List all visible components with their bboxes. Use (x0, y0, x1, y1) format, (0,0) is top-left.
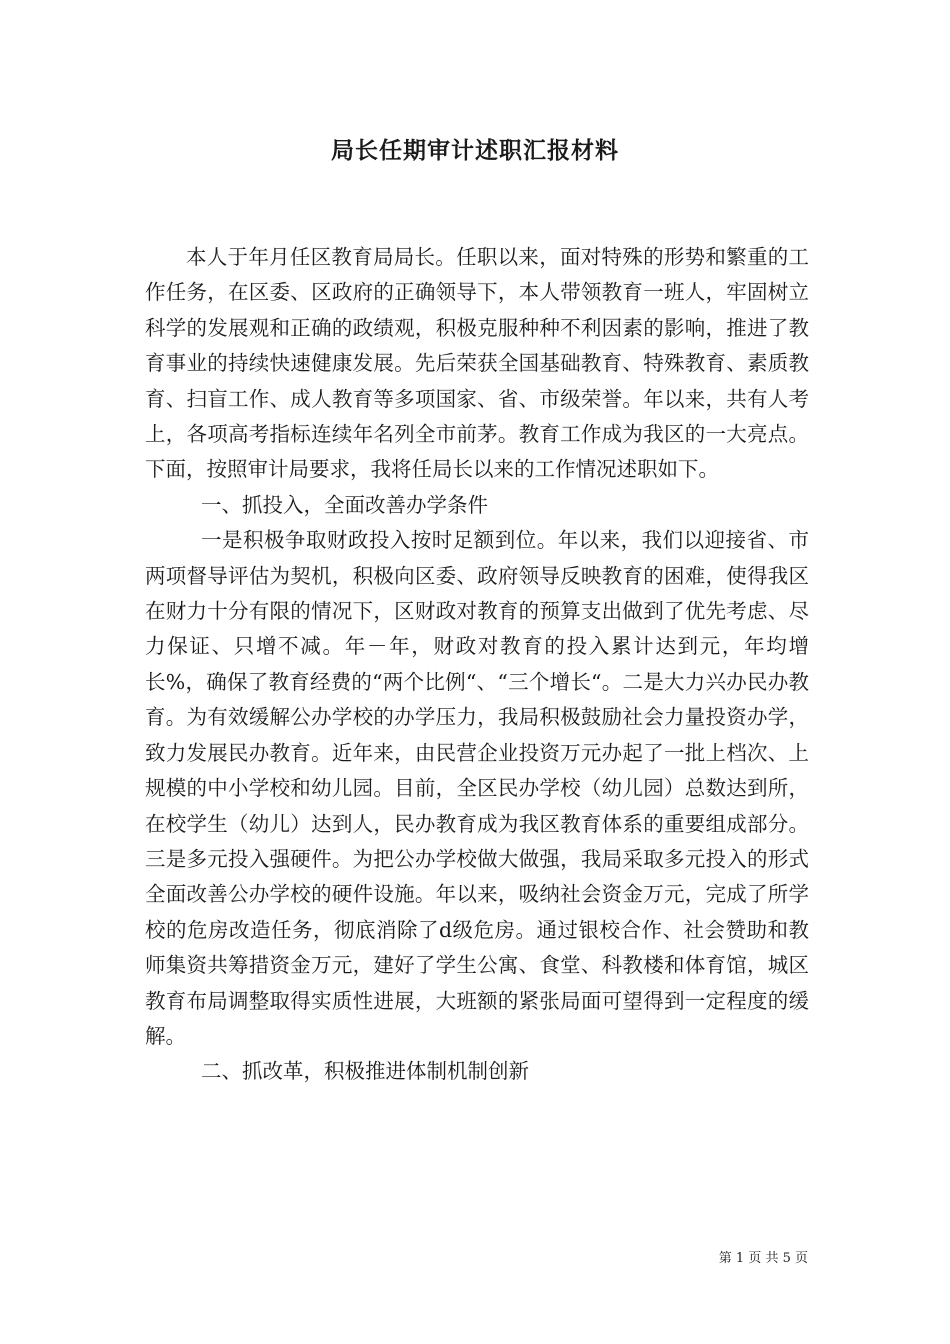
document-title: 局长任期审计述职汇报材料 (331, 137, 619, 164)
document-body (145, 240, 809, 1090)
paragraph-intro: 本人于年月任区教育局局长。任职以来，面对特殊的形势和繁重的工作任务，在区委、区政府的正确领导下，本人带领教育一班人，牢固树立科学的发展观和正确的政绩观，积极克服种种不利因素的影响，推进了教育事业的持续快速健康发展。先后荣获全国基础教育、特殊教育、素质教育、扫盲工作、成人教育等多项国家、省、市级荣誉。年以来，共有人考上，各项高考指标连续年名列全市前茅。教育工作成为我区的一大亮点。下面，按照审计局要求，我将任局长以来的工作情况述职如下。 (145, 245, 809, 482)
section-heading-2: 二、抓改革，积极推进体制机制创新 (201, 1059, 529, 1084)
page-number-footer: 第 1 页 共 5 页 (718, 1251, 808, 1266)
section-heading-1: 一、抓投入，全面改善办学条件 (201, 492, 488, 517)
paragraph-investment: 一是积极争取财政投入按时足额到位。年以来，我们以迎接省、市两项督导评估为契机，积极向区委、政府领导反映教育的困难，使得我区在财力十分有限的情况下，区财政对教育的预算支出做到了优先考虑、尽力保证、只增不减。年－年，财政对教育的投入累计达到元，年均增长%，确保了教育经费的“两个比例“、“三个增长“。二是大力兴办民办教育。为有效缓解公办学校的办学压力，我局积极鼓励社会力量投资办学，致力发展民办教育。近年来，由民营企业投资万元办起了一批上档次、上规模的中小学校和幼儿园。目前，全区民办学校（幼儿园）总数达到所，在校学生（幼儿）达到人，民办教育成为我区教育体系的重要组成部分。三是多元投入强硬件。为把公办学校做大做强，我局采取多元投入的形式全面改善公办学校的硬件设施。年以来，吸纳社会资金万元，完成了所学校的危房改造任务，彻底消除了d级危房。通过银校合作、社会赞助和教师集资共筹措资金万元，建好了学生公寓、食堂、科教楼和体育馆，城区教育布局调整取得实质性进展，大班额的紧张局面可望得到一定程度的缓解。 (145, 528, 809, 1048)
